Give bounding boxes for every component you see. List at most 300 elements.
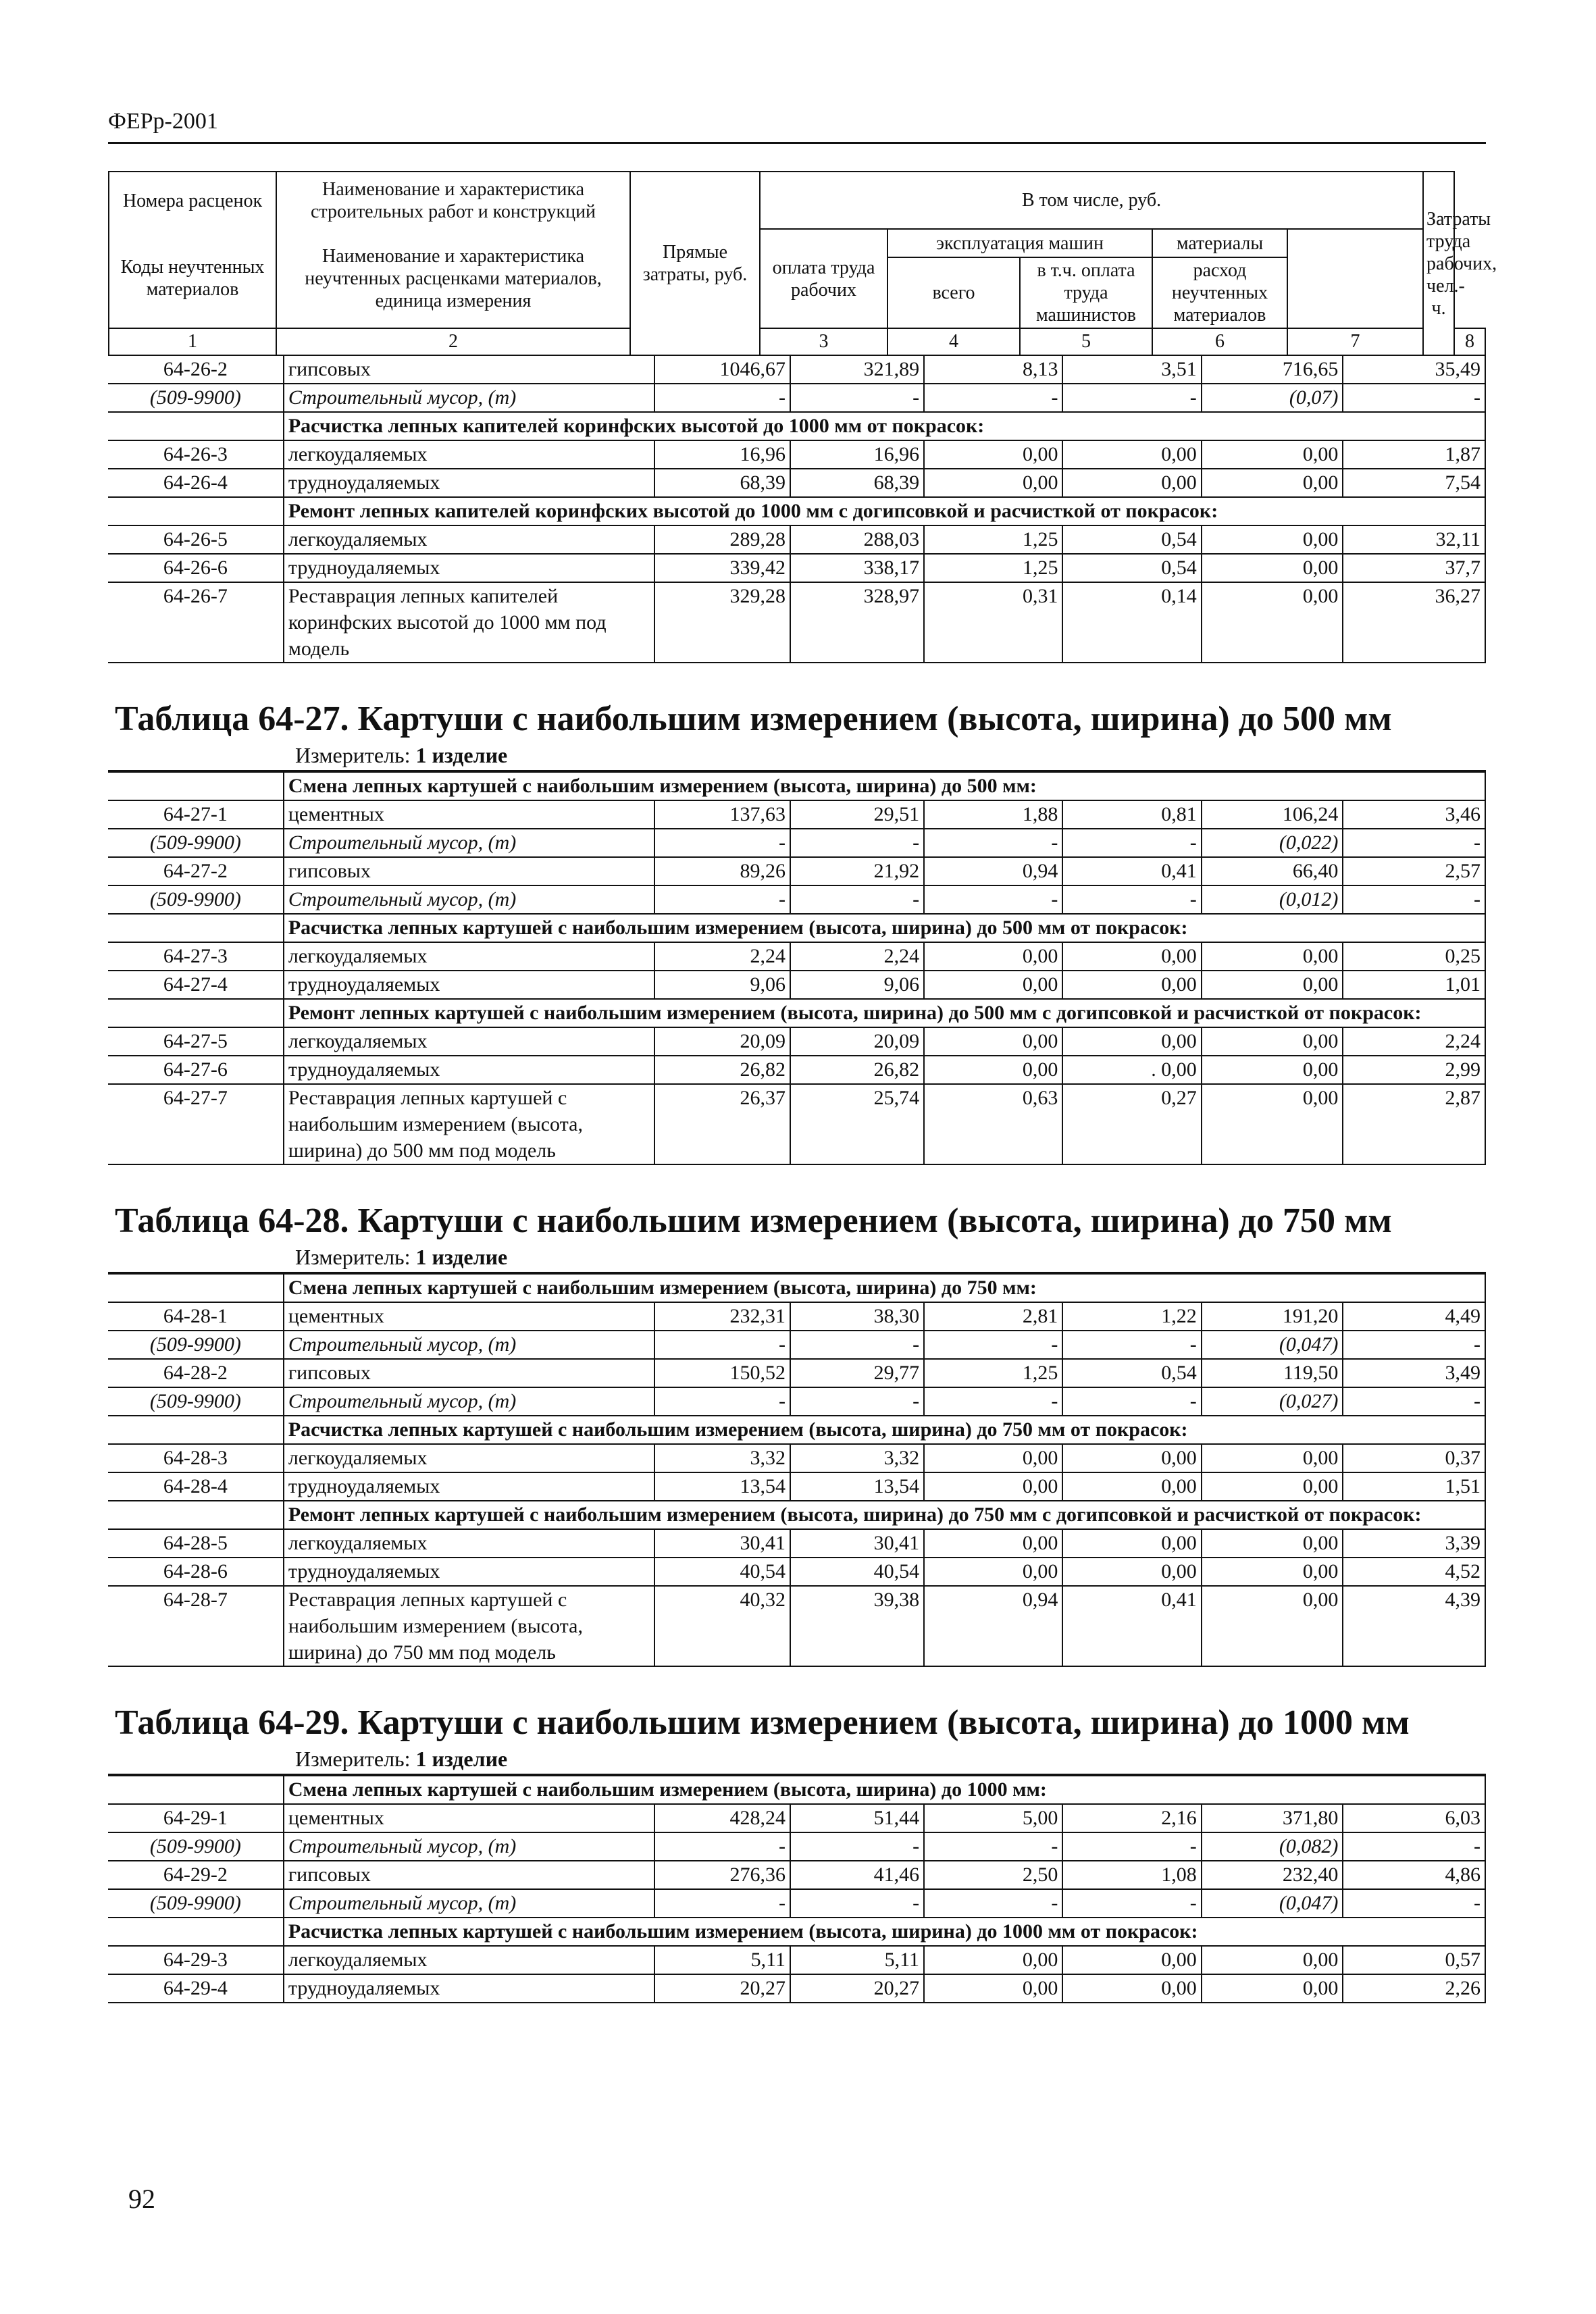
labor-hours: 3,46 [1343,800,1485,829]
labor-pay: 29,77 [790,1359,924,1387]
header-column-number: 4 [887,328,1020,355]
machines-labor-pay: - [1062,1331,1201,1359]
rate-code: 64-27-6 [108,1056,284,1084]
section-heading-row [108,1274,1485,1302]
work-name: гипсовых [284,1359,654,1387]
section-heading-row [108,1918,1485,1946]
header-machines-total: всего [887,257,1020,328]
labor-hours: 2,26 [1343,1974,1485,2003]
labor-hours: 1,51 [1343,1472,1485,1501]
header-code-top: Номера расценок [109,172,276,229]
rate-row [108,554,1485,582]
direct-cost: 68,39 [654,469,790,497]
header-column-number: 5 [1020,328,1152,355]
material-name: Строительный мусор, (т) [284,1889,654,1918]
section-heading: Смена лепных картушей с наибольшим измерением (высота, ширина) до 1000 мм: [284,1776,1485,1804]
direct-cost: - [654,1331,790,1359]
machines-total: 0,00 [924,1056,1062,1084]
machines-labor-pay: 3,51 [1062,356,1201,384]
materials-cost: (0,047) [1202,1889,1343,1918]
machines-total: 0,31 [924,582,1062,663]
machines-labor-pay: - [1062,384,1201,412]
labor-pay: 3,32 [790,1444,924,1472]
labor-pay: 41,46 [790,1861,924,1889]
direct-cost: - [654,885,790,914]
machines-total: 1,25 [924,525,1062,554]
rate-row [108,582,1485,663]
rate-code: 64-28-4 [108,1472,284,1501]
table-title: Таблица 64-29. Картуши с наибольшим измерением (высота, ширина) до 1000 мм [115,1703,1410,1742]
material-name: Строительный мусор, (т) [284,1331,654,1359]
header-materials-sub: расход неучтенных материалов [1152,257,1287,328]
machines-total: - [924,384,1062,412]
direct-cost: 13,54 [654,1472,790,1501]
labor-pay: 20,27 [790,1974,924,2003]
machines-labor-pay: 0,00 [1062,971,1201,999]
machines-total: 0,00 [924,469,1062,497]
machines-labor-pay: 0,54 [1062,1359,1201,1387]
rate-code: 64-28-7 [108,1586,284,1666]
rate-code: 64-28-3 [108,1444,284,1472]
materials-cost: 716,65 [1202,356,1343,384]
materials-cost: 0,00 [1202,1529,1343,1558]
work-name: легкоудаляемых [284,525,654,554]
section-heading-row [108,1501,1485,1529]
rate-row [108,1359,1485,1387]
material-code: (509-9900) [108,1387,284,1416]
header-labor-pay: оплата труда рабочих [760,229,887,328]
header-name-bottom: Наименование и характеристика неучтенных расценками материалов, единица измерения [276,229,630,328]
direct-cost: 339,42 [654,554,790,582]
rate-code: 64-29-2 [108,1861,284,1889]
section-heading: Ремонт лепных капителей коринфских высотой до 1000 мм с догипсовкой и расчисткой от покрасок: [284,497,1485,525]
labor-pay: - [790,384,924,412]
header-column-number: 8 [1454,328,1485,355]
rate-code: 64-27-3 [108,942,284,971]
material-name: Строительный мусор, (т) [284,885,654,914]
work-name: трудноудаляемых [284,554,654,582]
machines-total: 0,00 [924,1444,1062,1472]
material-code: (509-9900) [108,885,284,914]
page-number: 92 [128,2184,155,2214]
header-machines: эксплуатация машин [887,229,1152,257]
labor-pay: 16,96 [790,440,924,469]
rate-row [108,1558,1485,1586]
rate-code: 64-26-3 [108,440,284,469]
price-table [108,1702,1486,2003]
work-name: легкоудаляемых [284,1444,654,1472]
machines-labor-pay: 1,08 [1062,1861,1201,1889]
materials-cost: 0,00 [1202,1946,1343,1974]
materials-cost: (0,07) [1202,384,1343,412]
machines-labor-pay: 0,41 [1062,857,1201,885]
section-heading: Ремонт лепных картушей с наибольшим измерением (высота, ширина) до 500 мм с догипсовкой и расчисткой от покрасок: [284,999,1485,1027]
labor-pay: 2,24 [790,942,924,971]
labor-pay: 51,44 [790,1804,924,1832]
labor-pay: 9,06 [790,971,924,999]
labor-hours: - [1343,829,1485,857]
labor-pay: 13,54 [790,1472,924,1501]
labor-hours: - [1343,1889,1485,1918]
labor-hours: 2,87 [1343,1084,1485,1164]
rate-row [108,1974,1485,2003]
materials-cost: 119,50 [1202,1359,1343,1387]
work-name: цементных [284,1302,654,1331]
machines-total: 2,50 [924,1861,1062,1889]
rate-code: 64-26-7 [108,582,284,663]
machines-labor-pay: 0,00 [1062,942,1201,971]
labor-pay: - [790,1331,924,1359]
section-heading-row [108,497,1485,525]
machines-total: - [924,1889,1062,1918]
labor-hours: 32,11 [1343,525,1485,554]
measure-label: Измеритель: [295,743,411,767]
labor-pay: - [790,1832,924,1861]
work-name: трудноудаляемых [284,1056,654,1084]
labor-pay: 39,38 [790,1586,924,1666]
section-heading-spacer [108,914,284,942]
rate-code: 64-26-2 [108,356,284,384]
labor-hours: 6,03 [1343,1804,1485,1832]
column-header-table [108,171,1497,356]
labor-pay: - [790,885,924,914]
materials-cost: 0,00 [1202,1586,1343,1666]
material-row [108,1331,1485,1359]
direct-cost: 150,52 [654,1359,790,1387]
rate-code: 64-27-4 [108,971,284,999]
section-heading-spacer [108,1776,284,1804]
labor-hours: 2,24 [1343,1027,1485,1056]
machines-total: 0,94 [924,1586,1062,1666]
section-heading-row [108,999,1485,1027]
rate-code: 64-27-5 [108,1027,284,1056]
rate-row [108,1027,1485,1056]
materials-cost: 0,00 [1202,1056,1343,1084]
machines-labor-pay: 0,00 [1062,440,1201,469]
table-title: Таблица 64-28. Картуши с наибольшим измерением (высота, ширина) до 750 мм [115,1202,1392,1240]
machines-labor-pay: 2,16 [1062,1804,1201,1832]
machines-total: - [924,1331,1062,1359]
machines-labor-pay: 0,00 [1062,1444,1201,1472]
rate-code: 64-26-5 [108,525,284,554]
section-heading-row [108,412,1485,440]
machines-labor-pay: - [1062,1387,1201,1416]
direct-cost: 5,11 [654,1946,790,1974]
measure-label: Измеритель: [295,1747,411,1771]
header-materials: материалы [1152,229,1287,257]
materials-cost: 0,00 [1202,1084,1343,1164]
section-heading: Смена лепных картушей с наибольшим измерением (высота, ширина) до 500 мм: [284,772,1485,800]
running-head: ФЕРр-2001 [108,101,1486,144]
labor-pay: - [790,1889,924,1918]
rate-row [108,942,1485,971]
labor-hours: 3,49 [1343,1359,1485,1387]
rates-table [108,771,1486,1165]
materials-cost: 191,20 [1202,1302,1343,1331]
section-heading: Расчистка лепных картушей с наибольшим измерением (высота, ширина) до 500 мм от покрасок: [284,914,1485,942]
labor-hours: 0,25 [1343,942,1485,971]
labor-hours: 3,39 [1343,1529,1485,1558]
rate-row [108,1084,1485,1164]
machines-labor-pay: 0,00 [1062,1558,1201,1586]
machines-total: - [924,829,1062,857]
header-column-number: 3 [760,328,887,355]
labor-pay: - [790,1387,924,1416]
material-row [108,885,1485,914]
machines-labor-pay: 0,14 [1062,582,1201,663]
work-name: легкоудаляемых [284,1529,654,1558]
labor-pay: 328,97 [790,582,924,663]
direct-cost: - [654,1387,790,1416]
machines-total: 0,00 [924,942,1062,971]
measure-line [108,1744,1486,1775]
materials-cost: 0,00 [1202,1974,1343,2003]
rate-code: 64-29-3 [108,1946,284,1974]
rate-code: 64-26-4 [108,469,284,497]
section-heading: Расчистка лепных картушей с наибольшим измерением (высота, ширина) до 750 мм от покрасок: [284,1416,1485,1444]
header-column-number: 2 [276,328,630,355]
machines-labor-pay: 0,00 [1062,1974,1201,2003]
machines-labor-pay: . 0,00 [1062,1056,1201,1084]
material-row [108,1889,1485,1918]
materials-cost: 0,00 [1202,1558,1343,1586]
direct-cost: 30,41 [654,1529,790,1558]
material-name: Строительный мусор, (т) [284,1387,654,1416]
machines-total: 0,00 [924,1027,1062,1056]
work-name: гипсовых [284,1861,654,1889]
labor-pay: 288,03 [790,525,924,554]
labor-pay: 68,39 [790,469,924,497]
material-code: (509-9900) [108,384,284,412]
labor-pay: 25,74 [790,1084,924,1164]
materials-cost: 0,00 [1202,440,1343,469]
materials-cost: 0,00 [1202,1444,1343,1472]
material-code: (509-9900) [108,1832,284,1861]
work-name: легкоудаляемых [284,1946,654,1974]
machines-labor-pay: 0,00 [1062,469,1201,497]
machines-total: 1,25 [924,554,1062,582]
materials-cost: 232,40 [1202,1861,1343,1889]
work-name: гипсовых [284,857,654,885]
section-heading-spacer [108,1918,284,1946]
direct-cost: 16,96 [654,440,790,469]
header-column-number: 1 [109,328,276,355]
rate-code: 64-27-7 [108,1084,284,1164]
rate-code: 64-29-1 [108,1804,284,1832]
machines-total: - [924,1387,1062,1416]
machines-labor-pay: 0,00 [1062,1472,1201,1501]
direct-cost: 289,28 [654,525,790,554]
direct-cost: 137,63 [654,800,790,829]
rate-code: 64-28-1 [108,1302,284,1331]
materials-cost: 371,80 [1202,1804,1343,1832]
header-column-numbers [109,328,1485,355]
direct-cost: 1046,67 [654,356,790,384]
machines-labor-pay: 0,00 [1062,1027,1201,1056]
measure-label: Измеритель: [295,1245,411,1269]
labor-hours: 2,57 [1343,857,1485,885]
rate-row [108,1056,1485,1084]
labor-pay: 38,30 [790,1302,924,1331]
rate-row [108,1946,1485,1974]
section-heading-spacer [108,412,284,440]
rate-row [108,1861,1485,1889]
rate-row [108,1302,1485,1331]
rate-row [108,971,1485,999]
rate-row [108,1529,1485,1558]
labor-hours: 2,99 [1343,1056,1485,1084]
section-heading-row [108,772,1485,800]
materials-cost: (0,027) [1202,1387,1343,1416]
labor-hours: - [1343,885,1485,914]
labor-hours: 1,87 [1343,440,1485,469]
machines-labor-pay: 0,00 [1062,1946,1201,1974]
materials-cost: 0,00 [1202,942,1343,971]
work-name: легкоудаляемых [284,1027,654,1056]
labor-pay: 29,51 [790,800,924,829]
header-name-top: Наименование и характеристика строительных работ и конструкций [276,172,630,229]
labor-hours: - [1343,1832,1485,1861]
work-name: цементных [284,1804,654,1832]
work-name: легкоудаляемых [284,942,654,971]
material-name: Строительный мусор, (т) [284,384,654,412]
measure-value: 1 изделие [415,1747,508,1771]
materials-cost: 0,00 [1202,525,1343,554]
material-name: Строительный мусор, (т) [284,829,654,857]
direct-cost: 3,32 [654,1444,790,1472]
labor-pay: 321,89 [790,356,924,384]
materials-cost: (0,082) [1202,1832,1343,1861]
header-code-bottom: Коды неучтенных материалов [109,229,276,328]
section-heading-row [108,914,1485,942]
rate-row [108,356,1485,384]
material-row [108,1387,1485,1416]
machines-total: 0,00 [924,1529,1062,1558]
rates-table [108,1273,1486,1667]
rate-row [108,800,1485,829]
machines-total: 0,94 [924,857,1062,885]
rate-row [108,1444,1485,1472]
machines-total: 1,88 [924,800,1062,829]
machines-total: 0,00 [924,440,1062,469]
section-heading-spacer [108,999,284,1027]
section-heading-spacer [108,497,284,525]
machines-labor-pay: - [1062,885,1201,914]
section-heading: Ремонт лепных картушей с наибольшим измерением (высота, ширина) до 750 мм с догипсовкой и расчисткой от покрасок: [284,1501,1485,1529]
header-including: В том числе, руб. [760,172,1423,229]
labor-hours: 0,37 [1343,1444,1485,1472]
header-column-number: 7 [1287,328,1423,355]
work-name: трудноудаляемых [284,1974,654,2003]
machines-total: 0,00 [924,1974,1062,2003]
rate-row [108,857,1485,885]
labor-pay: 21,92 [790,857,924,885]
rate-code: 64-27-1 [108,800,284,829]
measure-line [108,1242,1486,1273]
direct-cost: 20,27 [654,1974,790,2003]
price-table [108,698,1486,1165]
labor-hours: 4,86 [1343,1861,1485,1889]
labor-hours: - [1343,384,1485,412]
material-code: (509-9900) [108,1889,284,1918]
rates-table [108,1775,1486,2003]
work-name: трудноудаляемых [284,971,654,999]
section-heading-row [108,1776,1485,1804]
direct-cost: - [654,829,790,857]
material-name: Строительный мусор, (т) [284,1832,654,1861]
measure-value: 1 изделие [415,743,508,767]
work-name: трудноудаляемых [284,469,654,497]
materials-cost: (0,012) [1202,885,1343,914]
labor-pay: 40,54 [790,1558,924,1586]
section-heading-spacer [108,1501,284,1529]
section-heading-spacer [108,1416,284,1444]
direct-cost: - [654,1832,790,1861]
material-row [108,829,1485,857]
direct-cost: 20,09 [654,1027,790,1056]
direct-cost: 26,37 [654,1084,790,1164]
materials-cost: 0,00 [1202,469,1343,497]
machines-total: - [924,885,1062,914]
header-labor-cost: Затраты труда рабочих, чел.-ч. [1423,172,1454,355]
direct-cost: 276,36 [654,1861,790,1889]
labor-pay: 30,41 [790,1529,924,1558]
measure-line [108,740,1486,771]
machines-total: 0,00 [924,1946,1062,1974]
table-64-26-continued [108,356,1486,663]
price-table [108,1200,1486,1667]
machines-total: 2,81 [924,1302,1062,1331]
material-code: (509-9900) [108,829,284,857]
machines-total: 5,00 [924,1804,1062,1832]
work-name: Реставрация лепных картушей с наибольшим измерением (высота, ширина) до 500 мм под модель [284,1084,654,1164]
work-name: трудноудаляемых [284,1472,654,1501]
direct-cost: 40,54 [654,1558,790,1586]
section-heading: Расчистка лепных картушей с наибольшим измерением (высота, ширина) до 1000 мм от покрасок: [284,1918,1485,1946]
labor-hours: 4,39 [1343,1586,1485,1666]
materials-cost: 0,00 [1202,1027,1343,1056]
materials-cost: (0,047) [1202,1331,1343,1359]
rate-row [108,469,1485,497]
machines-labor-pay: 0,27 [1062,1084,1201,1164]
header-column-number: 6 [1152,328,1287,355]
machines-labor-pay: - [1062,829,1201,857]
direct-cost: 9,06 [654,971,790,999]
rate-code: 64-27-2 [108,857,284,885]
labor-hours: 4,52 [1343,1558,1485,1586]
section-heading-row [108,1416,1485,1444]
direct-cost: 232,31 [654,1302,790,1331]
labor-hours: 0,57 [1343,1946,1485,1974]
section-heading: Смена лепных картушей с наибольшим измерением (высота, ширина) до 750 мм: [284,1274,1485,1302]
machines-labor-pay: - [1062,1832,1201,1861]
machines-total: 1,25 [924,1359,1062,1387]
labor-hours: - [1343,1331,1485,1359]
direct-cost: 2,24 [654,942,790,971]
rate-row [108,1586,1485,1666]
direct-cost: - [654,384,790,412]
labor-hours: 37,7 [1343,554,1485,582]
materials-cost: (0,022) [1202,829,1343,857]
section-heading: Расчистка лепных капителей коринфских высотой до 1000 мм от покрасок: [284,412,1485,440]
machines-total: 0,00 [924,1472,1062,1501]
labor-pay: 26,82 [790,1056,924,1084]
labor-hours: 4,49 [1343,1302,1485,1331]
rate-code: 64-28-2 [108,1359,284,1387]
materials-cost: 66,40 [1202,857,1343,885]
machines-total: 0,00 [924,971,1062,999]
labor-hours: 1,01 [1343,971,1485,999]
